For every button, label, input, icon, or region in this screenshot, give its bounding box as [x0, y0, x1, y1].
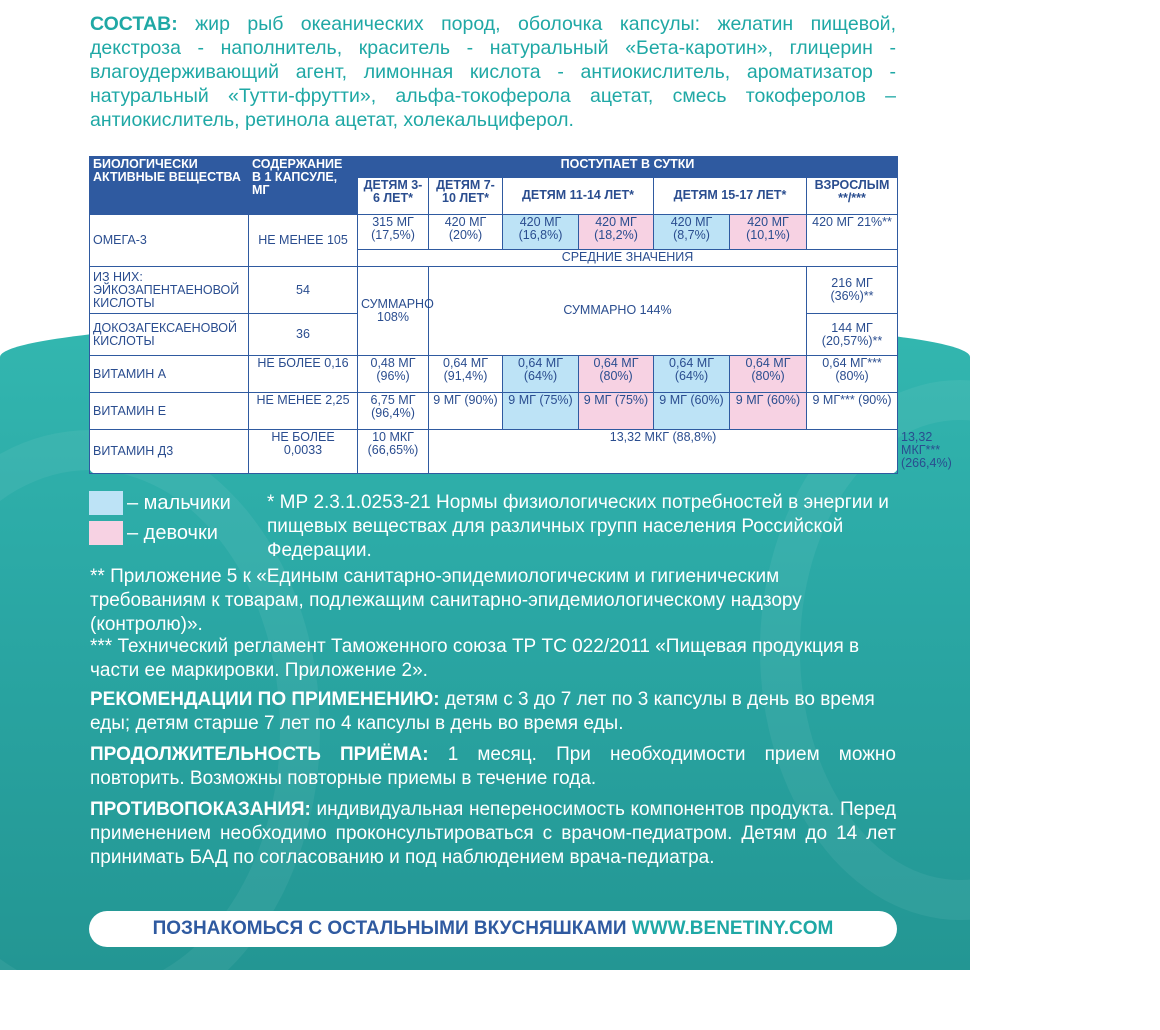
duration-text: 1 месяц. При необходимости прием можно повторить. Возможны повторные приемы в течение года. — [90, 744, 896, 789]
row-omega-name: ОМЕГА-3 — [90, 215, 249, 267]
legend-boys-swatch — [89, 491, 123, 515]
vitamin-a-7-10: 0,64 МГ (91,4%) — [429, 355, 503, 392]
vitamin-a-3-6: 0,48 МГ (96%) — [358, 355, 429, 392]
row-vitamin-a-content: НЕ БОЛЕЕ 0,16 — [249, 355, 358, 392]
header-age-7-10: ДЕТЯМ 7-10 ЛЕТ* — [429, 177, 503, 214]
row-vitamin-e-name: ВИТАМИН Е — [90, 393, 249, 430]
row-omega-content: НЕ МЕНЕЕ 105 — [249, 215, 358, 267]
composition-text: жир рыб океанических пород, оболочка капсулы: желатин пищевой, декстроза - наполнитель, краситель - натуральный «Бета-каротин», глицерин - влагоудерживающий агент, лимонная кислота - антиокислитель, ароматизатор - натуральный «Тутти-фрутти», альфа-токоферола ацетат, смесь токоферолов – антиокислитель, ретинола ацетат, холекальциферол. — [90, 13, 896, 131]
omega-3-6: 315 МГ (17,5%) — [358, 215, 429, 250]
omega-11-14-girls: 420 МГ (18,2%) — [579, 215, 654, 250]
vitamin-a-15-17-girls: 0,64 МГ (80%) — [730, 355, 807, 392]
vitamin-e-15-17-boys: 9 МГ (60%) — [654, 393, 730, 430]
omega-15-17-boys: 420 МГ (8,7%) — [654, 215, 730, 250]
recommendations-text: детям с 3 до 7 лет по 3 капсулы в день во время еды; детям старше 7 лет по 4 капсулы в день во время еды. — [90, 689, 875, 734]
footnote-2: ** Приложение 5 к «Единым санитарно-эпидемиологическим и гигиеническим требованиям к товарам, подлежащим санитарно-эпидемиологическому надзору (контролю)». — [90, 566, 802, 635]
footnote-1: * МР 2.3.1.0253-21 Нормы физиологических потребностей в энергии и пищевых веществах для различных групп населения Российской Федерации. — [267, 492, 889, 561]
row-vitamin-d3-name: ВИТАМИН Д3 — [90, 430, 249, 474]
row-vitamin-e-content: НЕ МЕНЕЕ 2,25 — [249, 393, 358, 430]
vitamin-e-adults: 9 МГ*** (90%) — [807, 393, 898, 430]
vitamin-a-11-14-girls: 0,64 МГ (80%) — [579, 355, 654, 392]
omega-7-10: 420 МГ (20%) — [429, 215, 503, 250]
duration-label: ПРОДОЛЖИТЕЛЬНОСТЬ ПРИЁМА: — [90, 744, 429, 765]
legend-boys-label: – мальчики — [127, 492, 231, 514]
omega-11-14-boys: 420 МГ (16,8%) — [503, 215, 579, 250]
contraindications-label: ПРОТИВОПОКАЗАНИЯ: — [90, 799, 311, 820]
row-dha-content: 36 — [249, 314, 358, 355]
composition-paragraph — [90, 12, 896, 132]
header-substances: БИОЛОГИЧЕСКИ АКТИВНЫЕ ВЕЩЕСТВА — [90, 157, 249, 215]
recommendations-paragraph — [90, 688, 896, 736]
header-adults: ВЗРОСЛЫМ **/*** — [807, 177, 898, 214]
contraindications-text: индивидуальная непереносимость компонентов продукта. Перед применением необходимо проконсультироваться с врачом-педиатром. Детям до 14 лет принимать БАД по согласованию и под наблюдением врача-педиатра. — [90, 799, 896, 868]
vitamin-e-7-10: 9 МГ (90%) — [429, 393, 503, 430]
row-epa-name: ИЗ НИХ: ЭЙКОЗАПЕНТАЕНОВОЙ КИСЛОТЫ — [90, 266, 249, 314]
vitamin-e-15-17-girls: 9 МГ (60%) — [730, 393, 807, 430]
header-age-11-14: ДЕТЯМ 11-14 ЛЕТ* — [503, 177, 654, 214]
omega-15-17-girls: 420 МГ (10,1%) — [730, 215, 807, 250]
cta-text: ПОЗНАКОМЬСЯ С ОСТАЛЬНЫМИ ВКУСНЯШКАМИ — [152, 918, 632, 939]
header-daily-intake: ПОСТУПАЕТ В СУТКИ — [358, 157, 898, 178]
vitamin-d3-3-6: 10 МКГ (66,65%) — [358, 430, 429, 474]
sum-108: СУММАРНО 108% — [358, 266, 429, 355]
contraindications-paragraph — [90, 798, 896, 870]
epa-adults: 216 МГ (36%)** — [807, 266, 898, 314]
vitamin-e-3-6: 6,75 МГ (96,4%) — [358, 393, 429, 430]
omega-adults: 420 МГ 21%** — [807, 215, 898, 250]
duration-paragraph — [90, 743, 896, 791]
dha-adults: 144 МГ (20,57%)** — [807, 314, 898, 355]
vitamin-a-15-17-boys: 0,64 МГ (64%) — [654, 355, 730, 392]
vitamin-a-11-14-boys: 0,64 МГ (64%) — [503, 355, 579, 392]
cta-banner[interactable] — [89, 911, 897, 947]
vitamin-e-11-14-girls: 9 МГ (75%) — [579, 393, 654, 430]
header-age-15-17: ДЕТЯМ 15-17 ЛЕТ* — [654, 177, 807, 214]
header-content: СОДЕРЖАНИЕ В 1 КАПСУЛЕ, МГ — [249, 157, 358, 215]
row-vitamin-a-name: ВИТАМИН А — [90, 355, 249, 392]
average-values-label: СРЕДНИЕ ЗНАЧЕНИЯ — [358, 250, 898, 267]
cta-website-link[interactable]: WWW.BENETINY.COM — [631, 918, 834, 939]
sum-144: СУММАРНО 144% — [429, 266, 807, 355]
vitamin-d3-7-17: 13,32 МКГ (88,8%) — [429, 430, 898, 474]
row-vitamin-d3-content: НЕ БОЛЕЕ 0,0033 — [249, 430, 358, 474]
composition-label: СОСТАВ: — [90, 13, 178, 35]
nutrition-table — [89, 156, 898, 474]
row-dha-name: ДОКОЗАГЕКСАЕНОВОЙ КИСЛОТЫ — [90, 314, 249, 355]
header-age-3-6: ДЕТЯМ 3-6 ЛЕТ* — [358, 177, 429, 214]
legend-girls-label: – девочки — [127, 522, 218, 544]
footnote-3: *** Технический регламент Таможенного союза ТР ТС 022/2011 «Пищевая продукция в части ее маркировки. Приложение 2». — [90, 636, 860, 681]
row-epa-content: 54 — [249, 266, 358, 314]
vitamin-e-11-14-boys: 9 МГ (75%) — [503, 393, 579, 430]
recommendations-label: РЕКОМЕНДАЦИИ ПО ПРИМЕНЕНИЮ: — [90, 689, 440, 710]
legend-girls-swatch — [89, 521, 123, 545]
vitamin-a-adults: 0,64 МГ*** (80%) — [807, 355, 898, 392]
